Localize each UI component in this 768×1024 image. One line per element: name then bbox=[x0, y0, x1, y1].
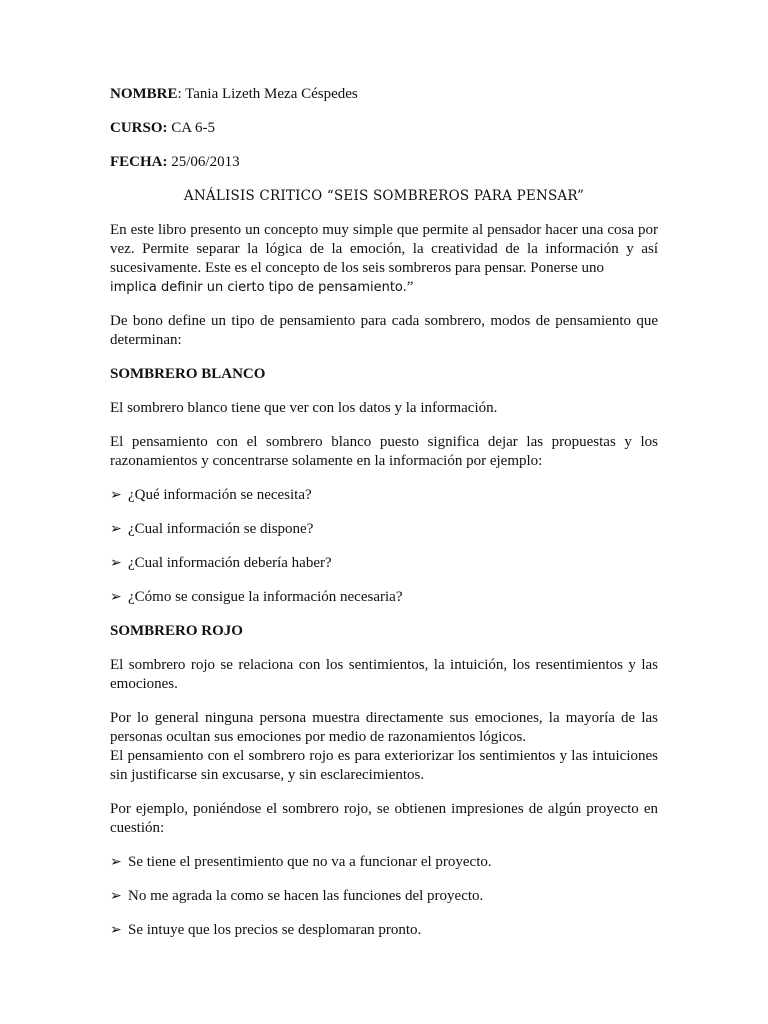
blanco-bullet-2 bbox=[110, 520, 658, 539]
intro-line-2: por vez. Permite separar la lógica de la emoción, la creatividad de la información y así bbox=[110, 222, 658, 257]
arrow-bullet-icon: ➢ bbox=[110, 922, 122, 938]
heading-sombrero-rojo: SOMBRERO ROJO bbox=[110, 623, 243, 639]
blanco-paragraph-2: El pensamiento con el sombrero blanco puesto significa dejar las propuestas y los razonamientos y concentrarse solamente en la información por ejemplo: bbox=[110, 434, 658, 469]
curso-line bbox=[110, 119, 658, 138]
curso-label: CURSO: bbox=[110, 120, 168, 136]
intro-closing-quote: ” bbox=[406, 279, 414, 295]
bullet-text: ¿Qué información se necesita? bbox=[128, 487, 312, 503]
bullet-text: ¿Cómo se consigue la información necesaria? bbox=[128, 589, 403, 605]
rojo-paragraph-1: El sombrero rojo se relaciona con los sentimientos, la intuición, los resentimientos y las emociones. bbox=[110, 657, 658, 692]
bullet-text: Se tiene el presentimiento que no va a funcionar el proyecto. bbox=[128, 854, 492, 870]
curso-value: CA 6-5 bbox=[167, 120, 216, 136]
rojo-paragraph-2 bbox=[110, 709, 658, 785]
arrow-bullet-icon: ➢ bbox=[110, 854, 122, 870]
blanco-bullet-1 bbox=[110, 486, 658, 505]
arrow-bullet-icon: ➢ bbox=[110, 888, 122, 904]
arrow-bullet-icon: ➢ bbox=[110, 589, 122, 605]
rojo-paragraph-2b: El pensamiento con el sombrero rojo es para exteriorizar los sentimientos y las intuiciones sin justificarse sin excusarse, y sin esclarecimientos. bbox=[110, 748, 658, 783]
intro-line-3: sucesivamente. Este es el concepto de los seis sombreros para pensar. Ponerse uno bbox=[110, 260, 605, 276]
bullet-text: ¿Cual información debería haber? bbox=[128, 555, 332, 571]
bullet-text: Se intuye que los precios se desplomaran pronto. bbox=[128, 922, 422, 938]
arrow-bullet-icon: ➢ bbox=[110, 487, 122, 503]
bullet-text: ¿Cual información se dispone? bbox=[128, 521, 314, 537]
rojo-paragraph-3: Por ejemplo, poniéndose el sombrero rojo, se obtienen impresiones de algún proyecto en cuestión: bbox=[110, 801, 658, 836]
rojo-bullet-2 bbox=[110, 887, 658, 906]
intro-line-1: En este libro presento un concepto muy simple que permite al pensador hacer una cosa bbox=[110, 222, 634, 238]
intro-line-4: implica definir un cierto tipo de pensamiento. bbox=[110, 280, 407, 295]
intro-paragraph bbox=[110, 221, 658, 297]
document-title: ANÁLISIS CRITICO “SEIS SOMBREROS PARA PENSAR” bbox=[183, 188, 585, 204]
fecha-label: FECHA: bbox=[110, 154, 168, 170]
nombre-value: : Tania Lizeth Meza Céspedes bbox=[177, 86, 358, 102]
document-page bbox=[110, 85, 658, 955]
rojo-bullet-1 bbox=[110, 853, 658, 872]
fecha-line bbox=[110, 153, 658, 172]
rojo-bullet-3 bbox=[110, 921, 658, 940]
rojo-paragraph-2a: Por lo general ninguna persona muestra directamente sus emociones, la mayoría de las personas ocultan sus emociones por medio de razonamientos lógicos. bbox=[110, 710, 658, 745]
blanco-paragraph-1: El sombrero blanco tiene que ver con los datos y la información. bbox=[110, 400, 498, 416]
nombre-label: NOMBRE bbox=[110, 86, 178, 102]
arrow-bullet-icon: ➢ bbox=[110, 555, 122, 571]
arrow-bullet-icon: ➢ bbox=[110, 521, 122, 537]
fecha-value: 25/06/2013 bbox=[167, 154, 240, 170]
bullet-text: No me agrada la como se hacen las funciones del proyecto. bbox=[128, 888, 484, 904]
paragraph-de-bono: De bono define un tipo de pensamiento para cada sombrero, modos de pensamiento que determinan: bbox=[110, 313, 658, 348]
blanco-bullet-3 bbox=[110, 554, 658, 573]
nombre-line bbox=[110, 85, 658, 104]
blanco-bullet-4 bbox=[110, 588, 658, 607]
heading-sombrero-blanco: SOMBRERO BLANCO bbox=[110, 366, 266, 382]
